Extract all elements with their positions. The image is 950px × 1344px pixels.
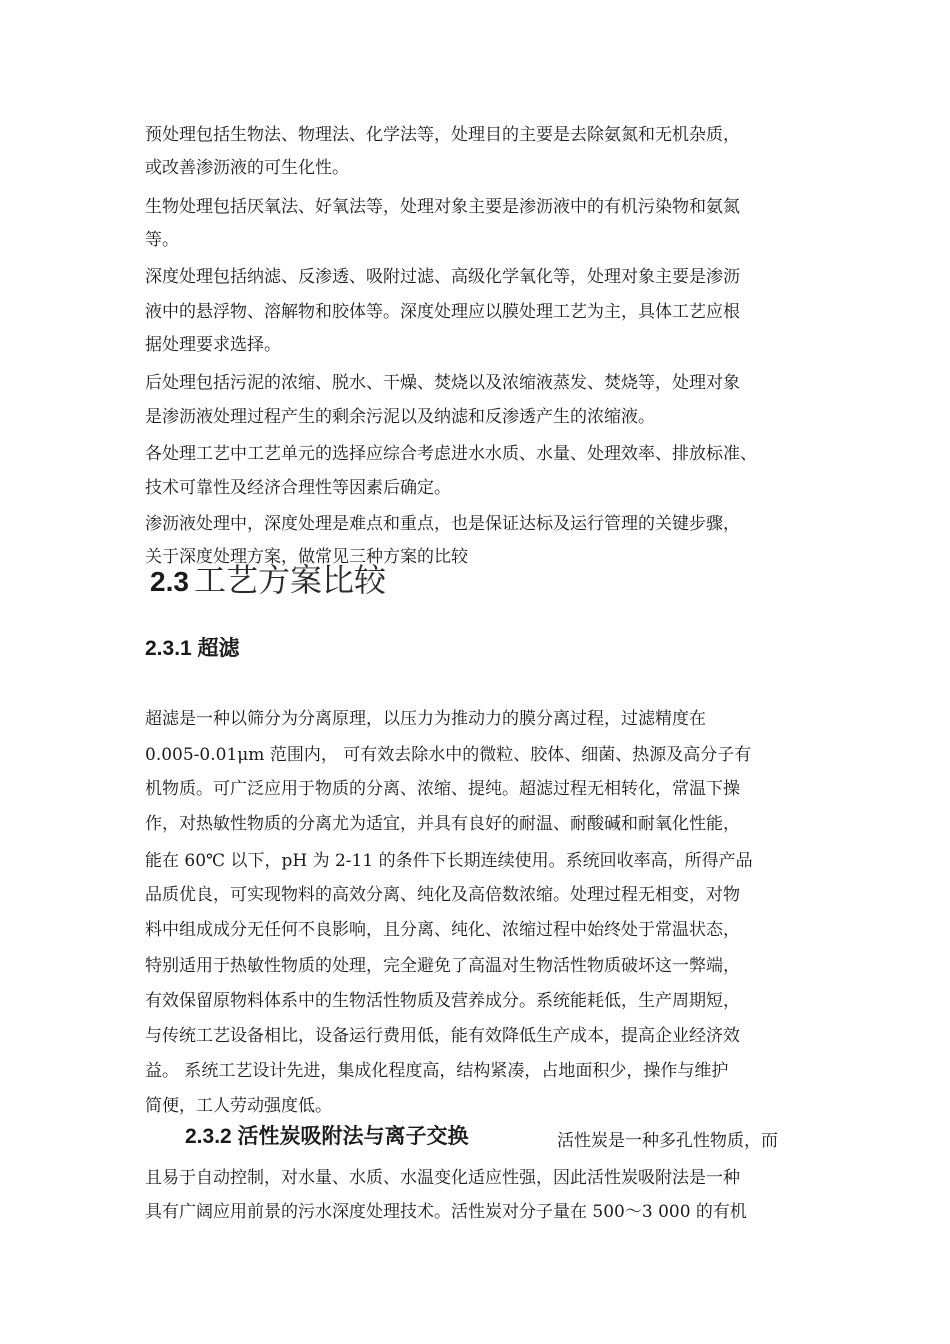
text-line: 生物处理包括厌氧法、好氧法等，处理对象主要是渗沥液中的有机污染物和氨氮 (145, 197, 740, 217)
text-line: 超滤是一种以筛分为分离原理，以压力为推动力的膜分离过程，过滤精度在 (145, 709, 706, 729)
subsection-heading-2-3-2: 2.3.2 活性炭吸附法与离子交换 (185, 1125, 469, 1148)
text-line: 有效保留原物料体系中的生物活性物质及营养成分。系统能耗低，生产周期短， (145, 991, 740, 1011)
text-line: 机物质。可广泛应用于物质的分离、浓缩、提纯。超滤过程无相转化，常温下操 (145, 779, 740, 799)
section-number: 2.3 (150, 566, 189, 597)
text-line: 料中组成成分无任何不良影响，且分离、纯化、浓缩过程中始终处于常温状态， (145, 920, 740, 940)
text-line: 特别适用于热敏性物质的处理，完全避免了高温对生物活性物质破坏这一弊端， (145, 956, 740, 976)
text-line: 或改善渗沥液的可生化性。 (145, 158, 349, 178)
text-line: 渗沥液处理中，深度处理是难点和重点，也是保证达标及运行管理的关键步骤， (145, 514, 740, 534)
text-line: 深度处理包括纳滤、反渗透、吸附过滤、高级化学氧化等，处理对象主要是渗沥 (145, 267, 740, 287)
text-line: 等。 (145, 230, 179, 250)
section-heading-2-3 (150, 555, 386, 601)
subsection-heading-2-3-1: 2.3.1 超滤 (145, 637, 240, 660)
section-title: 工艺方案比较 (194, 561, 387, 599)
text-line: 各处理工艺中工艺单元的选择应综合考虑进水水质、水量、处理效率、排放标准、 (145, 444, 757, 464)
text-line: 0.005-0.01μm 范围内， 可有效去除水中的微粒、胶体、细菌、热源及高分子有 (145, 745, 752, 765)
text-line: 液中的悬浮物、溶解物和胶体等。深度处理应以膜处理工艺为主，具体工艺应根 (145, 302, 740, 322)
text-line: 预处理包括生物法、物理法、化学法等，处理目的主要是去除氨氮和无机杂质， (145, 125, 740, 145)
text-line: 技术可靠性及经济合理性等因素后确定。 (145, 478, 451, 498)
text-line: 简便，工人劳动强度低。 (145, 1096, 332, 1116)
text-line-inline: 活性炭是一种多孔性物质，而 (557, 1131, 778, 1151)
text-line: 作，对热敏性物质的分离尤为适宜，并具有良好的耐温、耐酸碱和耐氧化性能， (145, 814, 740, 834)
text-line: 与传统工艺设备相比，设备运行费用低，能有效降低生产成本，提高企业经济效 (145, 1026, 740, 1046)
text-line: 益。 系统工艺设计先进，集成化程度高，结构紧凑，占地面积少，操作与维护 (145, 1061, 729, 1081)
text-line: 能在 60℃ 以下，pH 为 2-11 的条件下长期连续使用。系统回收率高，所得产品 (145, 851, 753, 871)
text-line: 关于深度处理方案，做常见三种方案的比较 (145, 547, 468, 567)
text-line: 据处理要求选择。 (145, 335, 281, 355)
text-line: 品质优良，可实现物料的高效分离、纯化及高倍数浓缩。处理过程无相变，对物 (145, 885, 740, 905)
text-line: 后处理包括污泥的浓缩、脱水、干燥、焚烧以及浓缩液蒸发、焚烧等，处理对象 (145, 373, 740, 393)
text-line: 且易于自动控制，对水量、水质、水温变化适应性强，因此活性炭吸附法是一种 (145, 1168, 740, 1188)
text-line: 具有广阔应用前景的污水深度处理技术。活性炭对分子量在 500～3 000 的有机 (145, 1202, 747, 1222)
text-line: 是渗沥液处理过程产生的剩余污泥以及纳滤和反渗透产生的浓缩液。 (145, 407, 655, 427)
